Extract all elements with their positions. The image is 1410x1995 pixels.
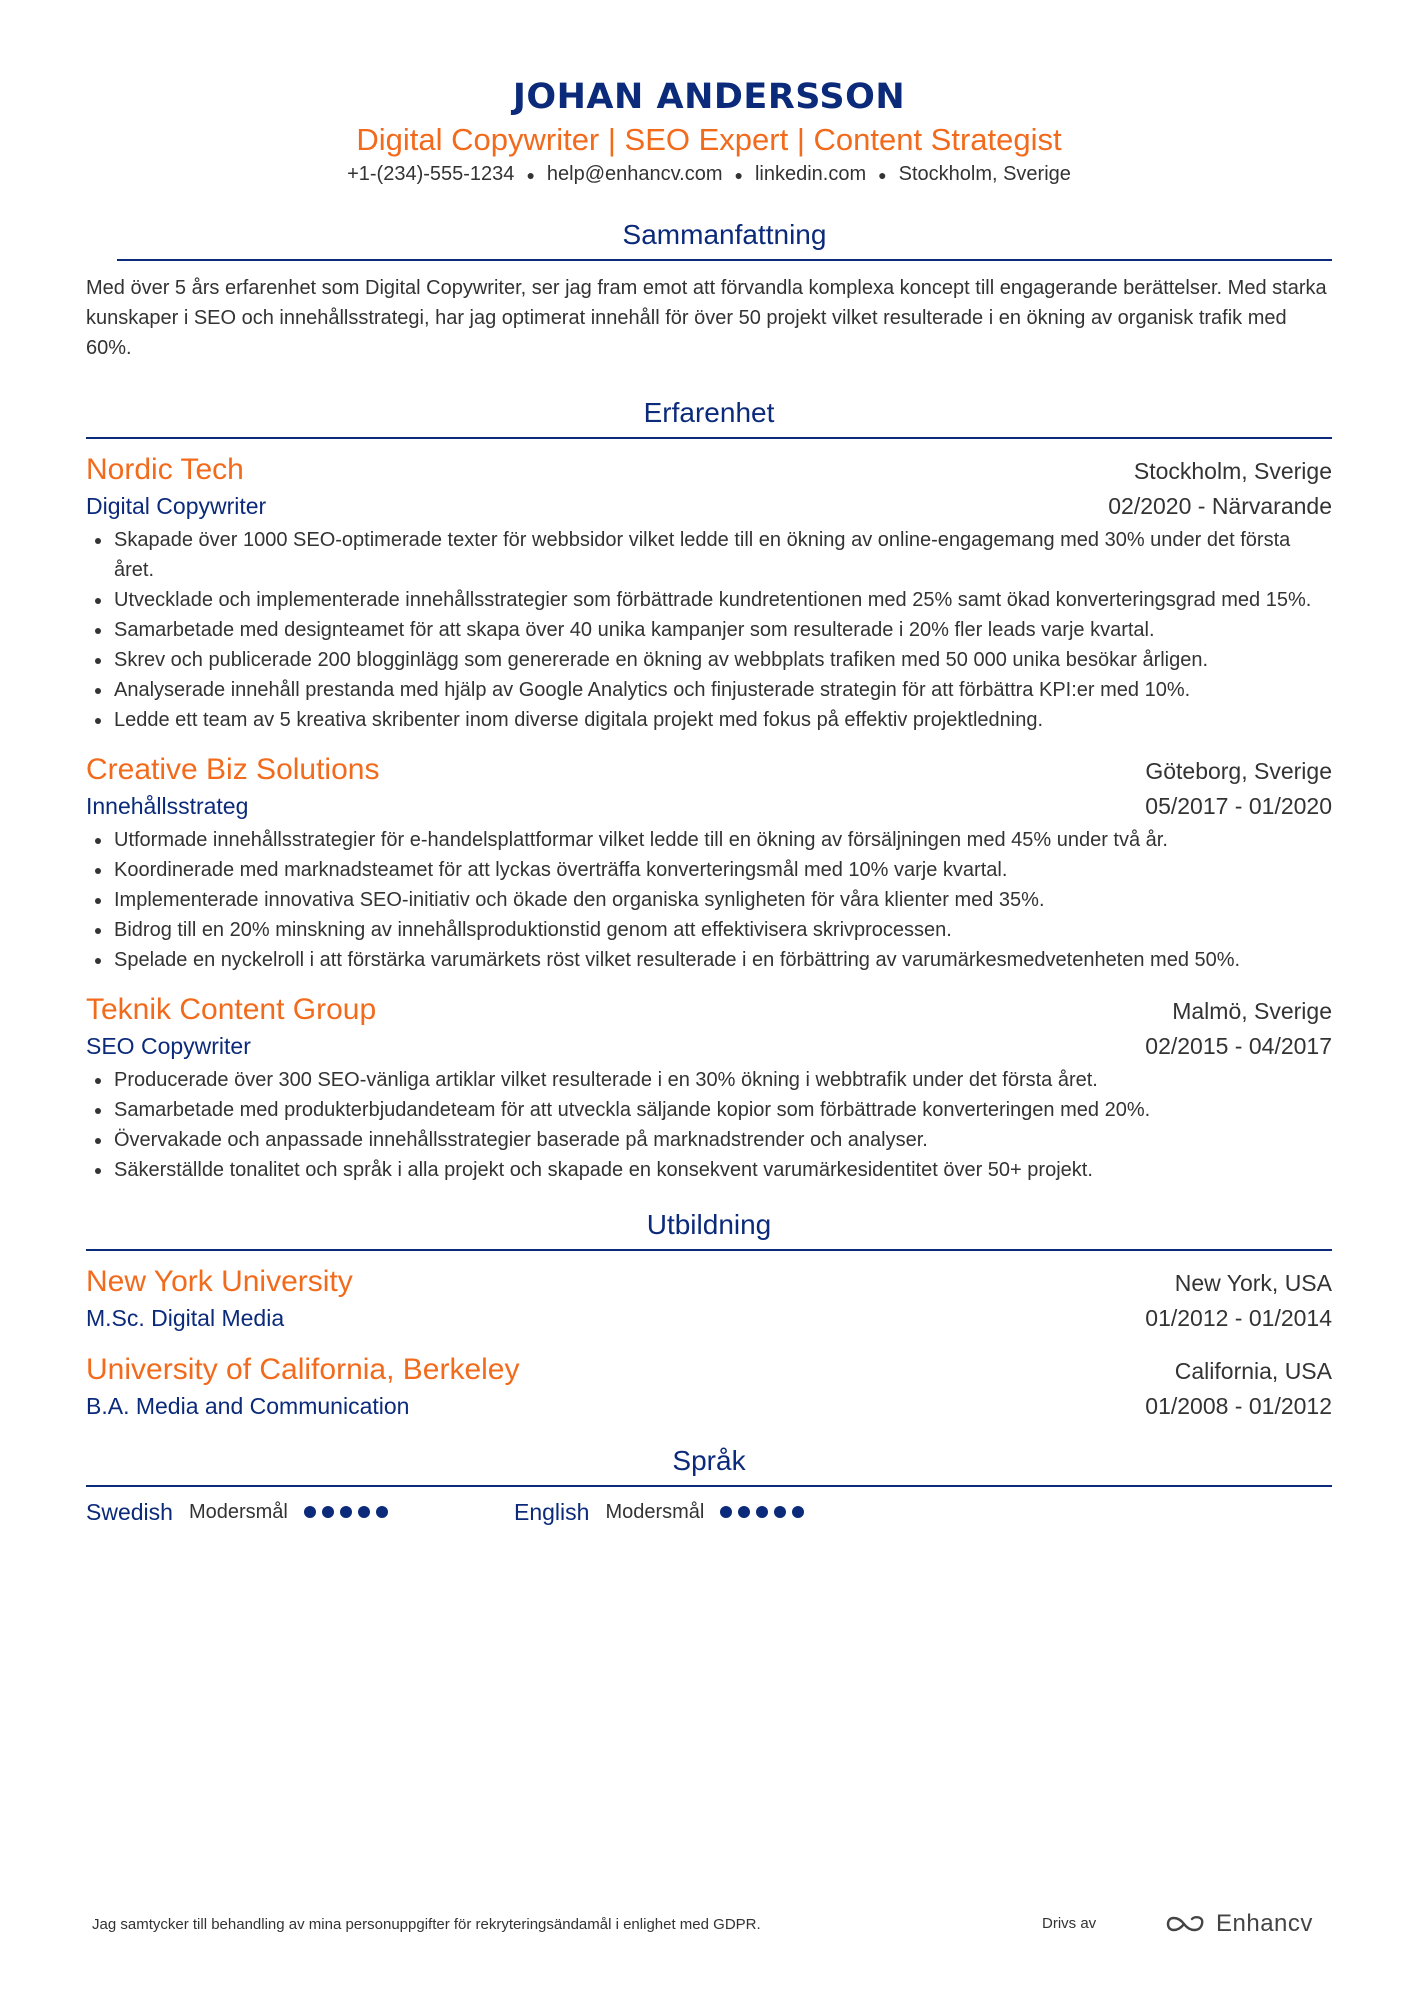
experience-role-row <box>86 489 1332 523</box>
bullet-dot-icon <box>95 838 101 844</box>
achievement-item <box>86 525 1332 585</box>
education-entry <box>86 1351 1332 1423</box>
achievement-item <box>86 675 1332 705</box>
education-header-row <box>86 1351 1332 1389</box>
language-name: Swedish <box>86 1498 173 1525</box>
rating-dot-icon <box>792 1506 804 1518</box>
school-name: New York University <box>86 1264 353 1298</box>
summary-text: Med över 5 års erfarenhet som Digital Copywriter, ser jag fram emot att förvandla komplexa koncept till engagerande berättelser. Med starka kunskaper i SEO och innehållsstrategi, har jag optimerat innehåll för över 50 projekt vilket resulterade i en ökning av organisk trafik med 60%. <box>86 276 1327 359</box>
experience-list <box>86 451 1332 1185</box>
education-list <box>86 1263 1332 1423</box>
achievement-item <box>86 855 1332 885</box>
resume-header <box>86 0 1332 189</box>
language-level: Modersmål <box>605 1500 705 1523</box>
gdpr-consent: Jag samtycker till behandling av mina personuppgifter för rekryteringsändamål i enlighet med GDPR. <box>92 1916 761 1933</box>
achievement-item <box>86 1065 1332 1095</box>
company-name: Teknik Content Group <box>86 992 377 1026</box>
degree-name: B.A. Media and Communication <box>86 1392 410 1419</box>
achievement-text: Spelade en nyckelroll i att förstärka varumärkets röst vilket resulterade i en förbättring av varumärkesmedvetenheten med 50%. <box>114 948 1241 971</box>
bullet-separator-icon: ● <box>878 166 887 183</box>
company-name: Nordic Tech <box>86 452 244 486</box>
bullet-dot-icon <box>95 718 101 724</box>
achievement-text: Övervakade och anpassade innehållsstrategier baserade på marknadstrender och analyser. <box>114 1128 928 1151</box>
enhancv-logo[interactable] <box>1164 1910 1313 1938</box>
education-title: Utbildning <box>86 1205 1332 1251</box>
contact-location: Stockholm, Sverige <box>898 163 1071 185</box>
achievement-list <box>86 525 1332 735</box>
achievement-text: Utvecklade och implementerade innehållsstrategier som förbättrade kundretentionen med 25% samt ökad konverteringsgrad med 15%. <box>114 588 1312 611</box>
resume-footer <box>92 1910 1316 1940</box>
rating-dot-icon <box>340 1506 352 1518</box>
achievement-item <box>86 645 1332 675</box>
bullet-dot-icon <box>95 1138 101 1144</box>
achievement-text: Utformade innehållsstrategier för e-handelsplattformar vilket ledde till en ökning av försäljningen med 45% under två år. <box>114 828 1168 851</box>
achievement-item <box>86 705 1332 735</box>
job-location: Malmö, Sverige <box>1172 997 1332 1024</box>
achievement-item <box>86 915 1332 945</box>
rating-dot-icon <box>756 1506 768 1518</box>
bullet-dot-icon <box>95 538 101 544</box>
education-dates: 01/2008 - 01/2012 <box>1145 1392 1332 1419</box>
rating-dot-icon <box>304 1506 316 1518</box>
experience-title: Erfarenhet <box>86 393 1332 439</box>
education-degree-row <box>86 1301 1332 1335</box>
education-dates: 01/2012 - 01/2014 <box>1145 1304 1332 1331</box>
bullet-dot-icon <box>95 898 101 904</box>
bullet-dot-icon <box>95 928 101 934</box>
achievement-text: Säkerställde tonalitet och språk i alla projekt och skapade en konsekvent varumärkesidentitet över 50+ projekt. <box>114 1158 1093 1181</box>
language-name: English <box>514 1498 590 1525</box>
school-location: California, USA <box>1174 1357 1332 1384</box>
bullet-dot-icon <box>95 868 101 874</box>
achievement-item <box>86 945 1332 975</box>
language-rating <box>304 1506 394 1518</box>
bullet-dot-icon <box>95 658 101 664</box>
job-dates: 02/2020 - Närvarande <box>1108 492 1332 519</box>
achievement-text: Koordinerade med marknadsteamet för att lyckas överträffa konverteringsmål med 10% varje kvartal. <box>114 858 1008 881</box>
achievement-text: Bidrog till en 20% minskning av innehållsproduktionstid genom att effektivisera skrivprocessen. <box>114 918 952 941</box>
language-level: Modersmål <box>188 1500 288 1523</box>
achievement-text: Samarbetade med produkterbjudandeteam för att utveckla säljande kopior som förbättrade konverteringen med 20%. <box>114 1098 1151 1121</box>
achievement-item <box>86 1095 1332 1125</box>
achievement-list <box>86 1065 1332 1185</box>
achievement-text: Samarbetade med designteamet för att skapa över 40 unika kampanjer som resulterade i 20% fler leads varje kvartal. <box>114 618 1155 641</box>
language-rating <box>720 1506 810 1518</box>
experience-role-row <box>86 1029 1332 1063</box>
summary-section <box>86 215 1332 363</box>
language-item <box>86 1499 514 1526</box>
achievement-item <box>86 1155 1332 1185</box>
resume-page <box>86 0 1332 1526</box>
job-dates: 05/2017 - 01/2020 <box>1145 792 1332 819</box>
experience-header-row <box>86 451 1332 489</box>
languages-list <box>86 1499 1332 1526</box>
education-header-row <box>86 1263 1332 1301</box>
bullet-dot-icon <box>95 1168 101 1174</box>
bullet-dot-icon <box>95 628 101 634</box>
achievement-text: Ledde ett team av 5 kreativa skribenter inom diverse digitala projekt med fokus på effektiv projektledning. <box>114 708 1044 731</box>
contact-phone: +1-(234)-555-1234 <box>347 163 515 185</box>
achievement-text: Implementerade innovativa SEO-initiativ och ökade den organiska synligheten för våra klienter med 35%. <box>114 888 1045 911</box>
experience-header-row <box>86 751 1332 789</box>
rating-dot-icon <box>720 1506 732 1518</box>
infinity-logo-icon <box>1164 1911 1208 1937</box>
powered-by-label: Drivs av <box>1042 1915 1097 1932</box>
job-location: Göteborg, Sverige <box>1145 757 1332 784</box>
achievement-item <box>86 615 1332 645</box>
brand-name: Enhancv <box>1216 1910 1313 1937</box>
achievement-text: Analyserade innehåll prestanda med hjälp av Google Analytics och finjusterade strategin för att förbättra KPI:er med 10%. <box>114 678 1191 701</box>
experience-entry <box>86 991 1332 1185</box>
job-dates: 02/2015 - 04/2017 <box>1145 1032 1332 1059</box>
achievement-list <box>86 825 1332 975</box>
rating-dot-icon <box>322 1506 334 1518</box>
rating-dot-icon <box>358 1506 370 1518</box>
rating-dot-icon <box>738 1506 750 1518</box>
bullet-separator-icon: ● <box>526 166 535 183</box>
experience-entry <box>86 451 1332 735</box>
contact-email[interactable]: help@enhancv.com <box>546 163 723 185</box>
job-title: SEO Copywriter <box>86 1032 251 1059</box>
achievement-item <box>86 1125 1332 1155</box>
bullet-dot-icon <box>95 1108 101 1114</box>
languages-section <box>86 1441 1332 1526</box>
language-item <box>514 1499 942 1526</box>
experience-header-row <box>86 991 1332 1029</box>
achievement-text: Skrev och publicerade 200 blogginlägg som genererade en ökning av webbplats trafiken med 50 000 unika besökar årligen. <box>114 648 1209 671</box>
candidate-name: JOHAN ANDERSSON <box>512 77 906 117</box>
experience-section <box>86 393 1332 1185</box>
degree-name: M.Sc. Digital Media <box>86 1304 285 1331</box>
school-name: University of California, Berkeley <box>86 1352 520 1386</box>
bullet-dot-icon <box>95 1078 101 1084</box>
achievement-item <box>86 585 1332 615</box>
languages-title: Språk <box>86 1441 1332 1487</box>
education-degree-row <box>86 1389 1332 1423</box>
company-name: Creative Biz Solutions <box>86 752 380 786</box>
rating-dot-icon <box>376 1506 388 1518</box>
achievement-item <box>86 825 1332 855</box>
candidate-headline: Digital Copywriter | SEO Expert | Content Strategist <box>356 122 1062 157</box>
contact-linkedin[interactable]: linkedin.com <box>754 163 867 185</box>
bullet-dot-icon <box>95 688 101 694</box>
bullet-dot-icon <box>95 598 101 604</box>
achievement-item <box>86 885 1332 915</box>
bullet-separator-icon: ● <box>734 166 743 183</box>
experience-entry <box>86 751 1332 975</box>
job-location: Stockholm, Sverige <box>1133 457 1332 484</box>
job-title: Innehållsstrateg <box>86 792 249 819</box>
achievement-text: Skapade över 1000 SEO-optimerade texter för webbsidor vilket ledde till en ökning av online-engagemang med 30% under det första året. <box>114 528 1291 581</box>
education-section <box>86 1205 1332 1423</box>
bullet-dot-icon <box>95 958 101 964</box>
summary-title: Sammanfattning <box>117 215 1332 261</box>
job-title: Digital Copywriter <box>86 492 267 519</box>
contact-line <box>86 160 1332 189</box>
school-location: New York, USA <box>1174 1269 1332 1296</box>
rating-dot-icon <box>774 1506 786 1518</box>
experience-role-row <box>86 789 1332 823</box>
education-entry <box>86 1263 1332 1335</box>
achievement-text: Producerade över 300 SEO-vänliga artiklar vilket resulterade i en 30% ökning i webbtrafik under det första året. <box>114 1068 1098 1091</box>
